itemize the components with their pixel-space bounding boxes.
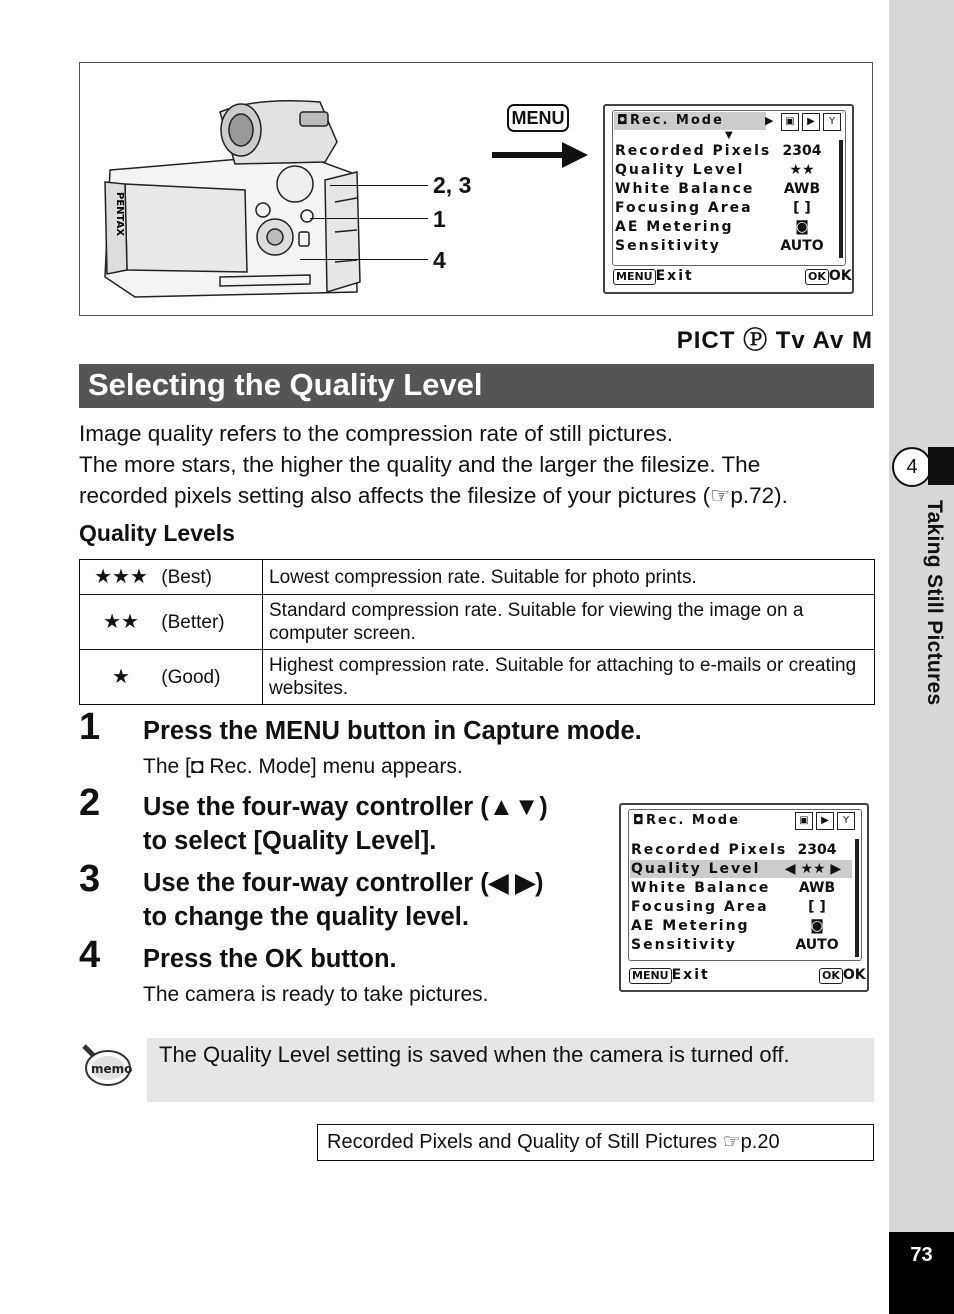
memo-icon [80,1042,134,1090]
menu-2-item: White Balance [631,880,771,896]
menu-button-icon [507,104,569,132]
grade-name: (Good) [161,666,221,688]
menu-screen-1 [603,104,854,294]
menu-1-value: ◙ [795,219,809,235]
camera-brand: PENTAX [114,192,125,237]
camera-icon: ◘ [617,113,630,128]
menu-1-footer-ok [805,268,852,285]
menu-1-value: ★★ [789,162,815,178]
camera-illustration [95,92,435,304]
ok-label: OK [828,268,852,284]
intro-line: The more stars, the higher the quality and the larger the filesize. The [79,452,761,477]
menu-2-value: [ ] [808,899,826,915]
step-2-line1: Use the four-way controller (▲▼) [143,793,548,821]
menu-2-value: AWB [798,880,836,896]
menu-1-item: AE Metering [615,219,734,235]
memo-text: The Quality Level setting is saved when the camera is turned off. [159,1042,790,1067]
setup-tab-icon: Y [823,113,841,131]
callout-line-1 [310,218,428,219]
menu-screen-2-tab [633,813,740,828]
grade-description: Standard compression rate. Suitable for viewing the image on a computer screen. [263,595,875,650]
table-row [80,595,875,650]
callout-line-4 [300,259,428,260]
step-number: 4 [79,934,101,976]
callout-steps-2-3: 2, 3 [433,172,472,198]
menu-2-value: 2304 [797,842,837,858]
playback-tab-icon: ▶ [802,113,820,131]
stars-icon: ★★ [103,610,139,633]
menu-1-value: AWB [783,181,821,197]
chapter-tab-marker [928,447,954,485]
menu-2-item: AE Metering [631,918,750,934]
stars-icon: ★ [112,665,130,688]
grade-name: (Better) [161,611,225,633]
exit-label: Exit [671,967,710,983]
menu-2-value: AUTO [795,937,839,953]
step-2-line2: to select [Quality Level]. [143,827,437,855]
grade-cell [80,560,263,595]
menu-2-item: Recorded Pixels [631,842,788,858]
memo-icon-label: memo [91,1062,133,1076]
menu-2-item: Sensitivity [631,937,737,953]
menu-2-value: ◀ ★★ ▶ [784,861,842,877]
menu-1-item: White Balance [615,181,755,197]
grade-cell [80,595,263,650]
menu-1-item: Sensitivity [615,238,721,254]
triangle-down-icon: ▼ [725,130,733,141]
ok-key-icon: OK [805,269,829,285]
step-1-sub: The [◘ Rec. Mode] menu appears. [143,755,463,778]
menu-2-footer-exit [629,967,710,984]
callout-step-4: 4 [433,247,446,273]
menu-screen-2-tab-label: Rec. Mode [645,813,740,828]
mode-icons: PICT Ⓟ Tv Av M [676,327,873,354]
exit-label: Exit [655,268,694,284]
callout-step-1: 1 [433,206,446,232]
menu-2-value: ◙ [810,918,824,934]
movie-tab-icon: ▣ [795,812,813,830]
step-number: 1 [79,706,101,748]
menu-1-item: Focusing Area [615,200,753,216]
menu-2-item: Focusing Area [631,899,769,915]
intro-text [79,418,879,511]
intro-line: Image quality refers to the compression rate of still pictures. [79,421,674,446]
movie-tab-icon: ▣ [781,113,799,131]
grade-cell [80,650,263,705]
quality-levels-heading: Quality Levels [79,520,235,546]
menu-screen-1-scrollbar [839,140,843,258]
triangle-right-icon: ▶ [765,114,774,127]
table-row [80,650,875,705]
ok-label: OK [842,967,866,983]
ok-key-icon: OK [819,968,843,984]
page-number: 73 [889,1232,954,1314]
playback-tab-icon: ▶ [816,812,834,830]
setup-tab-icon: Y [837,812,855,830]
menu-screen-1-tab-label: Rec. Mode [629,113,724,128]
step-number: 2 [79,782,101,824]
menu-1-item: Quality Level [615,162,745,178]
stars-icon: ★★★ [94,565,148,588]
intro-line: recorded pixels setting also affects the filesize of your pictures (☞p.72). [79,483,788,508]
chapter-title: Taking Still Pictures [923,500,946,706]
menu-key-icon: MENU [629,968,672,984]
grade-description: Highest compression rate. Suitable for attaching to e-mails or creating websites. [263,650,875,705]
menu-screen-2-scrollbar [855,839,859,957]
camera-icon: ◘ [633,813,646,828]
reference-box: Recorded Pixels and Quality of Still Pictures ☞p.20 [317,1124,874,1161]
menu-2-item: Quality Level [631,861,761,877]
chapter-number: 4 [892,447,932,487]
step-4-text: Press the OK button. [143,945,397,973]
callout-line-23 [330,185,428,186]
step-4-sub: The camera is ready to take pictures. [143,983,489,1006]
step-number: 3 [79,858,101,900]
menu-2-footer-ok [819,967,866,984]
menu-1-footer-exit [613,268,694,285]
step-3-line1: Use the four-way controller (◀ ▶) [143,869,544,897]
table-row [80,560,875,595]
step-3-line2: to change the quality level. [143,903,469,931]
menu-screen-1-tab [617,113,724,128]
grade-description: Lowest compression rate. Suitable for photo prints. [263,560,875,595]
menu-1-item: Recorded Pixels [615,143,772,159]
section-title: Selecting the Quality Level [79,364,874,408]
menu-1-value: 2304 [782,143,822,159]
menu-key-icon: MENU [613,269,656,285]
step-1-text: Press the MENU button in Capture mode. [143,717,642,745]
menu-1-value: AUTO [780,238,824,254]
menu-screen-2 [619,803,869,992]
menu-1-value: [ ] [793,200,811,216]
arrow-right-icon [492,140,590,170]
grade-name: (Best) [161,566,212,588]
quality-table [79,559,875,705]
menu-button-label: MENU [511,108,565,128]
